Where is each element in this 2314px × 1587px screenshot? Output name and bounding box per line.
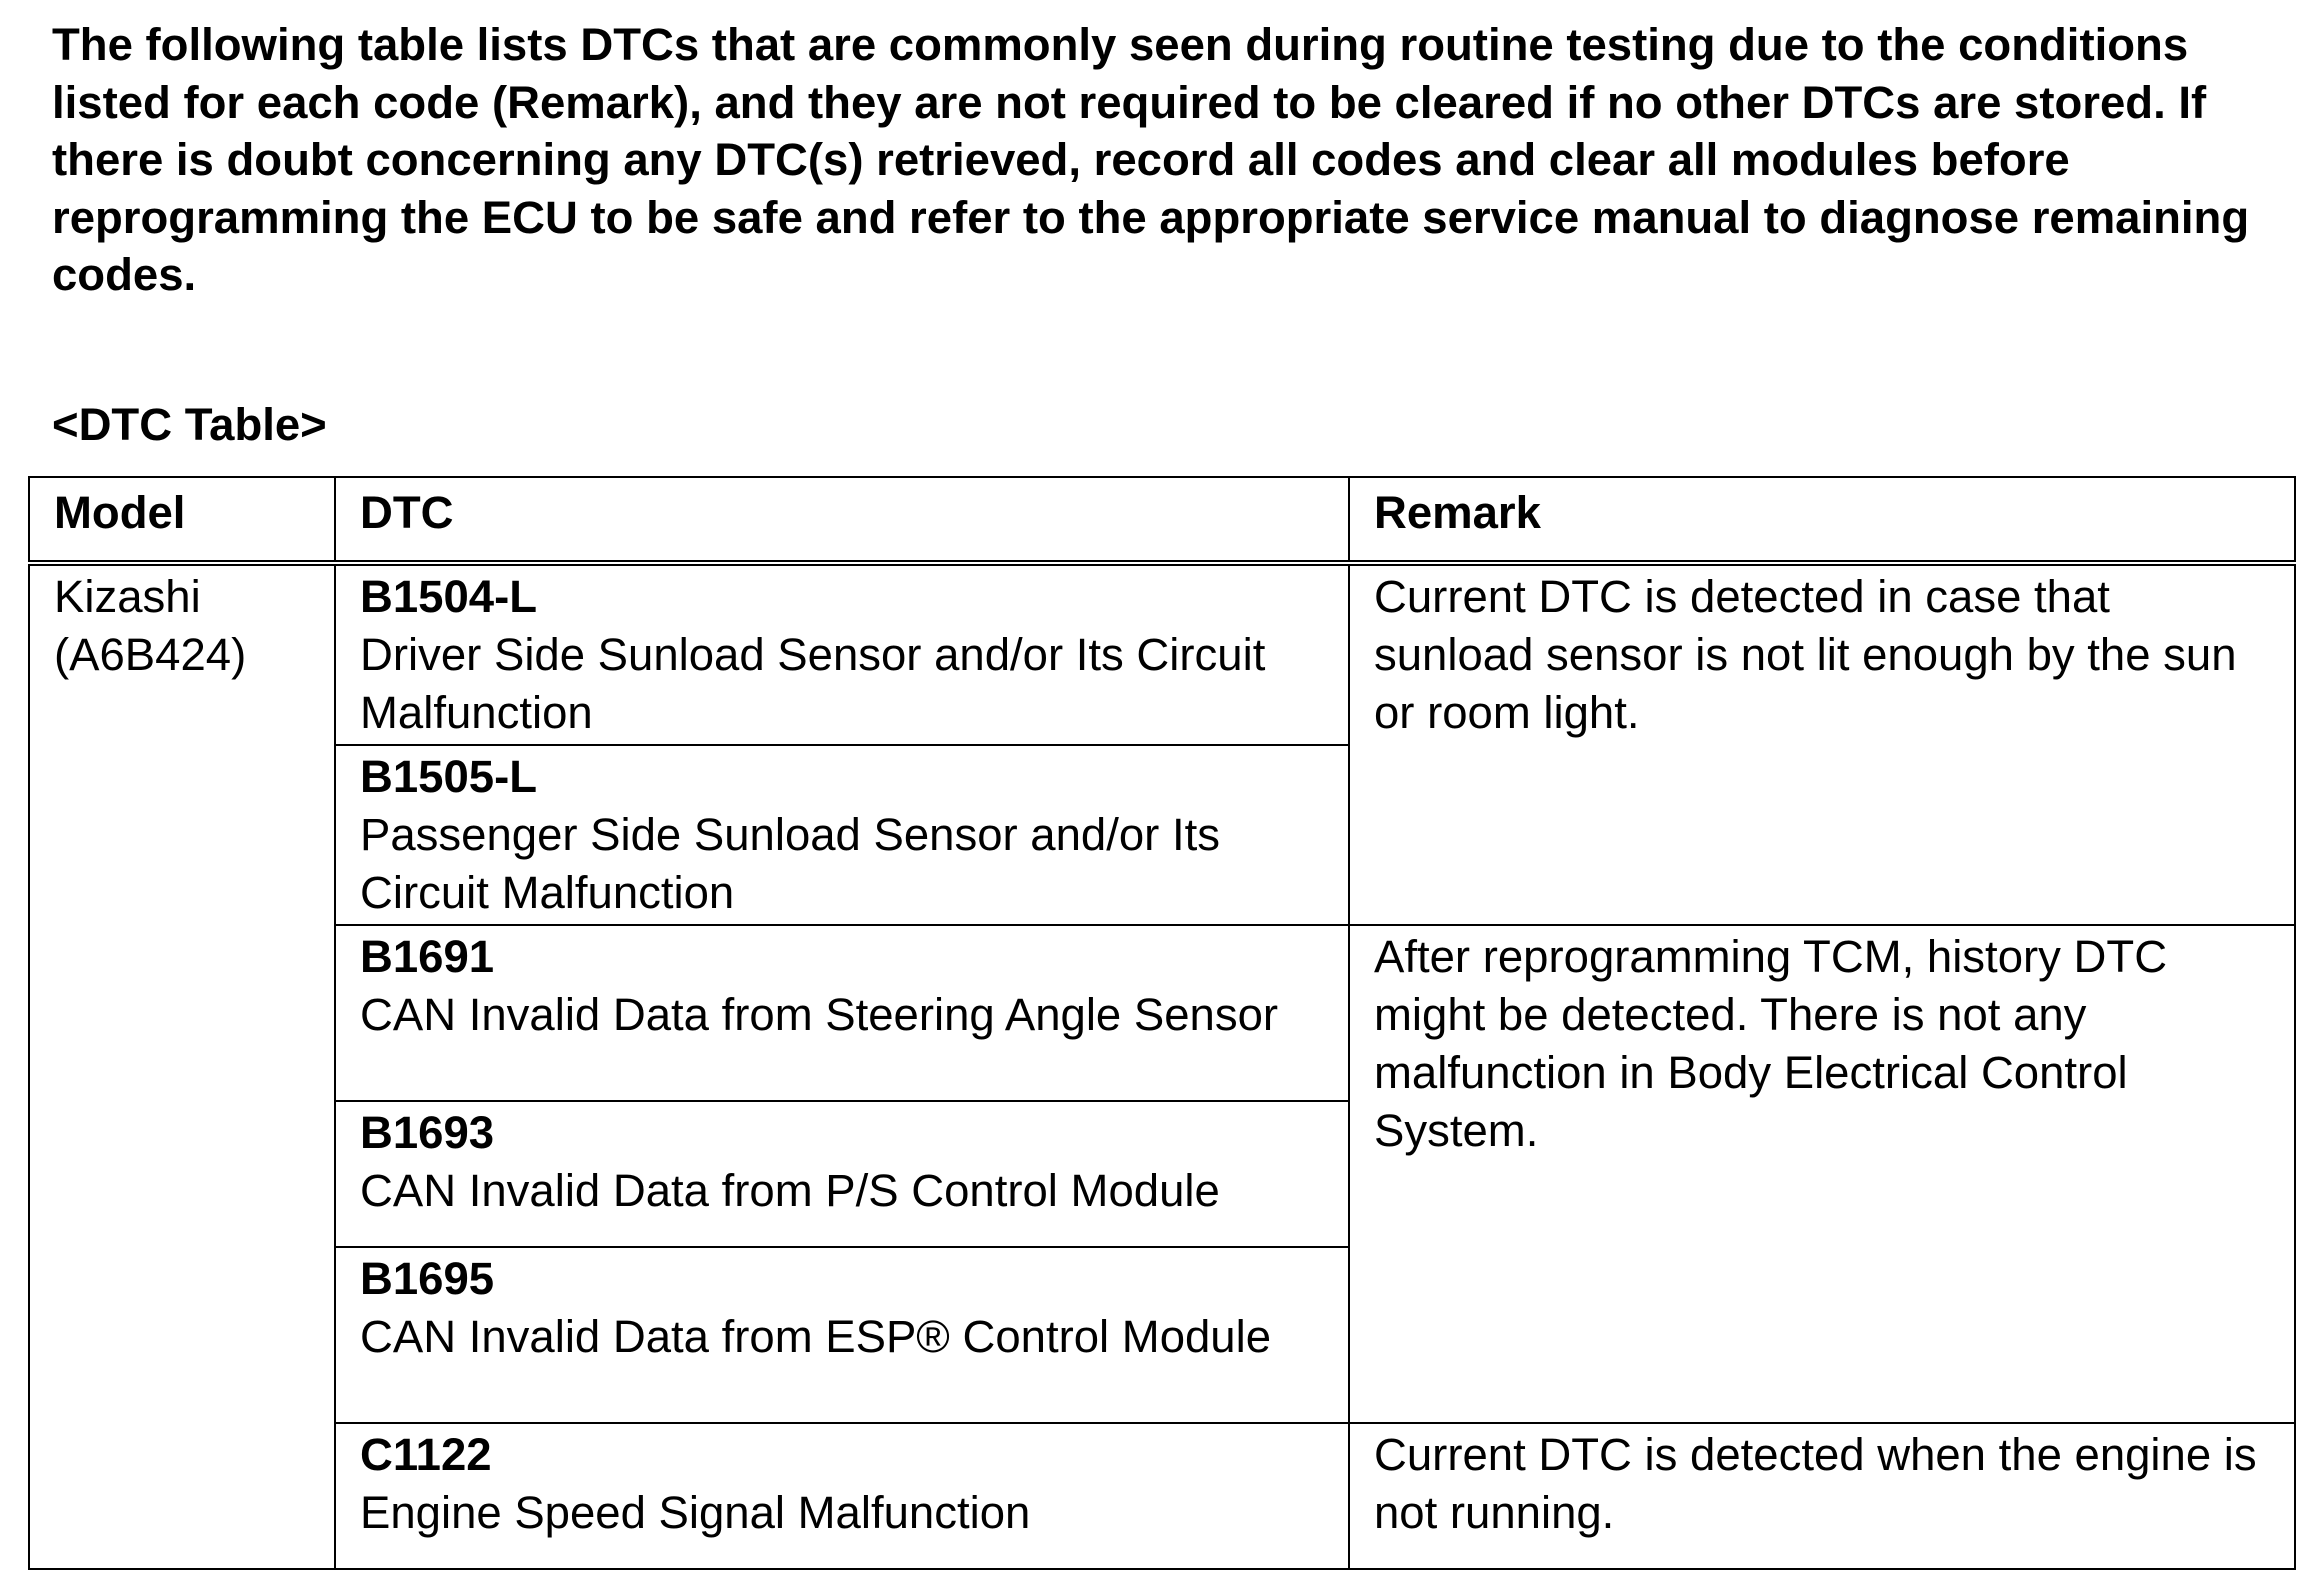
dtc-cell — [335, 1247, 1349, 1423]
dtc-description: Passenger Side Sunload Sensor and/or Its Circuit Malfunction — [360, 809, 1220, 918]
dtc-code: B1691 — [360, 931, 495, 982]
dtc-cell — [335, 1101, 1349, 1247]
dtc-cell — [335, 563, 1349, 745]
table-header-row — [29, 477, 2295, 563]
header-model: Model — [29, 477, 335, 563]
table-row — [29, 925, 2295, 1101]
dtc-cell — [335, 925, 1349, 1101]
dtc-cell — [335, 1423, 1349, 1569]
header-remark: Remark — [1349, 477, 2295, 563]
table-caption: <DTC Table> — [52, 399, 327, 450]
dtc-description: CAN Invalid Data from P/S Control Module — [360, 1165, 1220, 1216]
table-row — [29, 563, 2295, 745]
dtc-description: Engine Speed Signal Malfunction — [360, 1487, 1031, 1538]
header-dtc: DTC — [335, 477, 1349, 563]
dtc-code: B1505-L — [360, 751, 538, 802]
remark-cell: Current DTC is detected when the engine is not running. — [1349, 1423, 2295, 1569]
table-row — [29, 1423, 2295, 1569]
dtc-code: B1695 — [360, 1253, 495, 1304]
intro-paragraph: The following table lists DTCs that are commonly seen during routine testing due to the conditions listed for each code (Remark), and they are not required to be cleared if no other DTCs are stored. If there is doubt concerning any DTC(s) retrieved, record all codes and clear all modules before reprogramming the ECU to be safe and refer to the appropriate service manual to diagnose remaining codes. — [52, 19, 2250, 300]
dtc-description: CAN Invalid Data from ESP® Control Module — [360, 1311, 1272, 1362]
dtc-description: Driver Side Sunload Sensor and/or Its Circuit Malfunction — [360, 629, 1266, 738]
model-code: (A6B424) — [54, 629, 247, 680]
dtc-description: CAN Invalid Data from Steering Angle Sensor — [360, 989, 1279, 1040]
dtc-table — [28, 476, 2296, 1570]
model-cell — [29, 563, 335, 1569]
dtc-cell — [335, 745, 1349, 925]
dtc-code: C1122 — [360, 1429, 492, 1480]
remark-cell: After reprogramming TCM, history DTC might be detected. There is not any malfunction in Body Electrical Control System. — [1349, 925, 2295, 1423]
model-name: Kizashi — [54, 571, 201, 622]
dtc-code: B1504-L — [360, 571, 538, 622]
dtc-code: B1693 — [360, 1107, 495, 1158]
remark-cell: Current DTC is detected in case that sunload sensor is not lit enough by the sun or room light. — [1349, 563, 2295, 925]
